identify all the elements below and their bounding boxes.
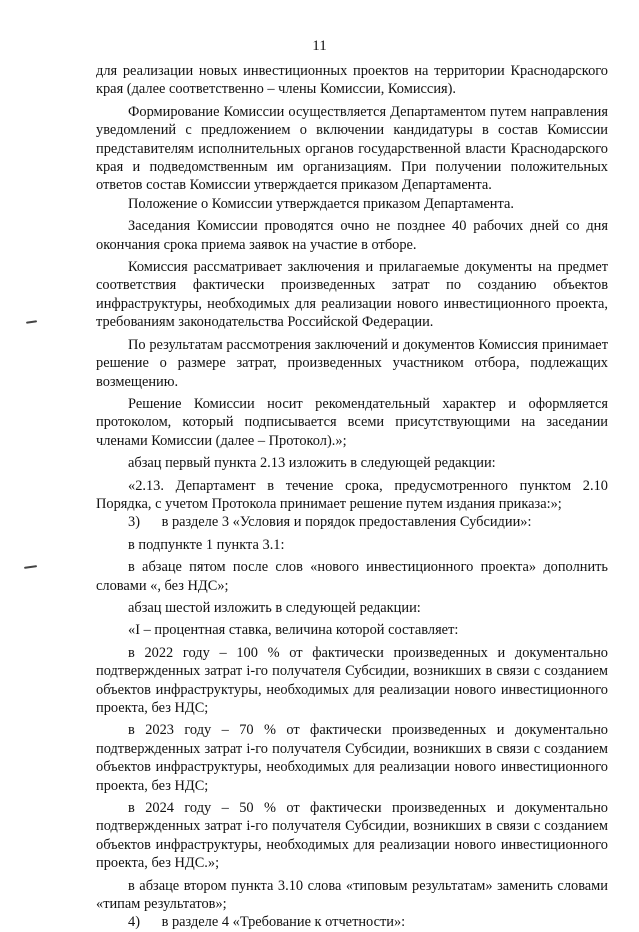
paragraph-abzac-5: в абзаце пятом после слов «нового инвестиционного проекта» дополнить словами «, без НДС»; [96, 559, 608, 594]
paragraph-rate-2023: в 2023 году – 70 % от фактически произведенных и документально подтвержденных затрат i-го получателя Субсидии, возникших в связи с созданием объектов инфраструктуры, необходимых для реализации нового инвестиционного проекта, без НДС; [96, 722, 608, 794]
page-number: 11 [312, 38, 327, 54]
paragraph-2-13-text: «2.13. Департамент в течение срока, предусмотренного пунктом 2.10 Порядка, с учетом Протокола принимает решение путем издания приказа:»; [96, 477, 608, 512]
paragraph-commission-definition: для реализации новых инвестиционных проектов на территории Краснодарского края (далее соответственно – члены Комиссии, Комиссия). [96, 63, 608, 98]
paragraph-subpoint-3-1: в подпункте 1 пункта 3.1: [128, 536, 285, 553]
paragraph-protocol: Решение Комиссии носит рекомендательный характер и оформляется протоколом, который подписывается всеми присутствующими на заседании членами Комиссии (далее – Протокол).»; [96, 395, 608, 449]
paragraph-rate-2022: в 2022 году – 100 % от фактически произведенных и документально подтвержденных затрат i-го получателя Субсидии, возникших в связи с созданием объектов инфраструктуры, необходимых для реализации нового инвестиционного проекта, без НДС; [96, 644, 608, 716]
paragraph-rate-2024: в 2024 году – 50 % от фактически произведенных и документально подтвержденных затрат i-го получателя Субсидии, возникших в связи с созданием объектов инфраструктуры, необходимых для реализации нового инвестиционного проекта, без НДС.»; [96, 800, 608, 872]
paragraph-commission-decision: По результатам рассмотрения заключений и документов Комиссия принимает решение о размере затрат, произведенных участником отбора, подлежащих возмещению. [96, 336, 608, 390]
paragraph-rate-definition: «I – процентная ставка, величина которой составляет: [128, 622, 459, 639]
paragraph-amend-2-13: абзац первый пункта 2.13 изложить в следующей редакции: [128, 455, 496, 472]
paragraph-commission-formation: Формирование Комиссии осуществляется Департаментом путем направления уведомлений с предложением о включении кандидатуры в состав Комиссии представителям исполнительных органов государственной власти Краснодарского края и подведомственным им организациям. При получении положительных ответов состав Комиссии утверждается приказом Департамента. [96, 103, 608, 194]
margin-mark [26, 320, 37, 323]
margin-mark [24, 565, 37, 568]
paragraph-section-3: 3) в разделе 3 «Условия и порядок предоставления Субсидии»: [128, 514, 532, 531]
paragraph-section-4: 4) в разделе 4 «Требование к отчетности»: [128, 914, 406, 931]
paragraph-amend-3-10: в абзаце втором пункта 3.10 слова «типовым результатам» заменить словами «типам результатов»; [96, 877, 608, 913]
paragraph-commission-regulation: Положение о Комиссии утверждается приказом Департамента. [128, 195, 514, 212]
paragraph-commission-review: Комиссия рассматривает заключения и прилагаемые документы на предмет соответствия фактически произведенных затрат по созданию объектов инфраструктуры, необходимых для реализации нового инвестиционного проекта, требованиям законодательства Российской Федерации. [96, 259, 608, 331]
document-body [96, 62, 608, 932]
paragraph-commission-meetings: Заседания Комиссии проводятся очно не позднее 40 рабочих дней со дня окончания срока приема заявок на участие в отборе. [96, 218, 608, 253]
paragraph-abzac-6: абзац шестой изложить в следующей редакции: [128, 599, 421, 616]
